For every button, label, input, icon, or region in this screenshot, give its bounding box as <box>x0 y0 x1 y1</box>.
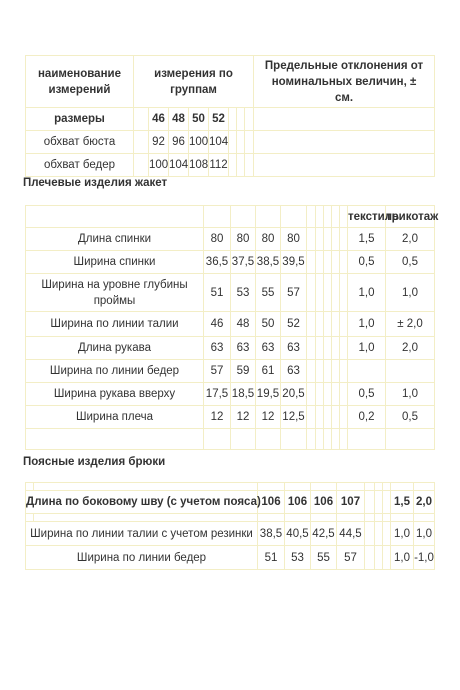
table-row <box>26 251 435 274</box>
header-measurement-name: наименование измерений <box>26 56 134 108</box>
value-cell: 96 <box>169 131 189 154</box>
value-cell: 39,5 <box>281 251 307 274</box>
value-cell: 55 <box>311 546 337 570</box>
value-cell: 19,5 <box>256 383 281 406</box>
value-cell: 106 <box>258 491 285 514</box>
textile-cell: 1,0 <box>391 522 414 546</box>
value-cell: 63 <box>281 360 307 383</box>
value-cell: 50 <box>256 312 281 337</box>
value-cell: 55 <box>256 274 281 312</box>
textile-cell: 1,0 <box>391 546 414 570</box>
value-cell: 53 <box>231 274 256 312</box>
value-cell: 12 <box>256 406 281 429</box>
table-row <box>26 108 435 131</box>
row-label: Ширина на уровне глубины проймы <box>26 274 204 312</box>
textile-cell: 0,5 <box>348 383 386 406</box>
value-cell: 12 <box>231 406 256 429</box>
knit-cell: 2,0 <box>386 337 435 360</box>
table-row <box>26 546 435 570</box>
value-cell: 80 <box>204 228 231 251</box>
value-cell: 92 <box>149 131 169 154</box>
value-cell: 59 <box>231 360 256 383</box>
row-label: размеры <box>26 108 134 131</box>
table-row <box>26 406 435 429</box>
knit-cell: 0,5 <box>386 406 435 429</box>
textile-cell: 0,2 <box>348 406 386 429</box>
value-cell: 37,5 <box>231 251 256 274</box>
value-cell: 38,5 <box>258 522 285 546</box>
table-row <box>26 131 435 154</box>
sizes-table <box>25 55 435 177</box>
knit-cell: 1,0 <box>414 522 435 546</box>
value-cell: 107 <box>337 491 365 514</box>
header-tolerance: Предельные отклонения от номинальных величин, ± см. <box>254 56 435 108</box>
value-cell: 20,5 <box>281 383 307 406</box>
value-cell: 57 <box>337 546 365 570</box>
value-cell: 51 <box>258 546 285 570</box>
value-cell: 61 <box>256 360 281 383</box>
row-label: Ширина по линии бедер <box>26 546 258 570</box>
value-cell: 80 <box>256 228 281 251</box>
value-cell: 108 <box>189 154 209 177</box>
jacket-section-title: Плечевые изделия жакет <box>23 177 168 189</box>
size-cell: 48 <box>169 108 189 131</box>
row-label: обхват бедер <box>26 154 134 177</box>
table-row <box>26 154 435 177</box>
size-cell: 52 <box>209 108 229 131</box>
row-label: Ширина спинки <box>26 251 204 274</box>
col-textile: текстиль <box>348 206 386 228</box>
knit-cell <box>386 360 435 383</box>
value-cell: 40,5 <box>285 522 311 546</box>
value-cell: 63 <box>256 337 281 360</box>
value-cell: 57 <box>281 274 307 312</box>
row-label: Длина по боковому шву (с учетом пояса) <box>26 491 258 514</box>
table-row <box>26 228 435 251</box>
trousers-section-title: Поясные изделия брюки <box>23 456 166 468</box>
knit-cell: 2,0 <box>414 491 435 514</box>
trousers-table <box>25 482 435 570</box>
value-cell: 38,5 <box>256 251 281 274</box>
jacket-table <box>25 205 439 450</box>
value-cell: 63 <box>281 337 307 360</box>
textile-cell: 1,0 <box>348 274 386 312</box>
value-cell: 63 <box>231 337 256 360</box>
value-cell: 80 <box>231 228 256 251</box>
value-cell: 112 <box>209 154 229 177</box>
value-cell: 12,5 <box>281 406 307 429</box>
value-cell: 18,5 <box>231 383 256 406</box>
value-cell: 44,5 <box>337 522 365 546</box>
value-cell: 80 <box>281 228 307 251</box>
row-label: Ширина по линии талии с учетом резинки <box>26 522 258 546</box>
value-cell: 53 <box>285 546 311 570</box>
value-cell: 51 <box>204 274 231 312</box>
value-cell: 46 <box>204 312 231 337</box>
textile-cell: 0,5 <box>348 251 386 274</box>
value-cell: 52 <box>281 312 307 337</box>
table-row <box>26 522 435 546</box>
header-measurements-by-group: измерения по группам <box>134 56 254 108</box>
row-label: Длина рукава <box>26 337 204 360</box>
knit-cell: -1,0 <box>414 546 435 570</box>
row-label: Ширина рукава вверху <box>26 383 204 406</box>
knit-cell: 0,5 <box>386 251 435 274</box>
value-cell: 104 <box>209 131 229 154</box>
row-label: Длина спинки <box>26 228 204 251</box>
col-knit: трикотаж <box>386 206 435 228</box>
value-cell: 104 <box>169 154 189 177</box>
table-row <box>26 312 435 337</box>
knit-cell: 2,0 <box>386 228 435 251</box>
row-label: обхват бюста <box>26 131 134 154</box>
value-cell: 100 <box>189 131 209 154</box>
value-cell: 12 <box>204 406 231 429</box>
value-cell: 106 <box>285 491 311 514</box>
value-cell: 57 <box>204 360 231 383</box>
value-cell: 100 <box>149 154 169 177</box>
knit-cell: ± 2,0 <box>386 312 435 337</box>
textile-cell: 1,5 <box>348 228 386 251</box>
value-cell: 42,5 <box>311 522 337 546</box>
table-row <box>26 337 435 360</box>
value-cell: 63 <box>204 337 231 360</box>
knit-cell: 1,0 <box>386 383 435 406</box>
textile-cell: 1,0 <box>348 312 386 337</box>
row-label: Ширина по линии бедер <box>26 360 204 383</box>
textile-cell: 1,0 <box>348 337 386 360</box>
value-cell: 17,5 <box>204 383 231 406</box>
table-row <box>26 491 435 514</box>
knit-cell: 1,0 <box>386 274 435 312</box>
size-cell: 46 <box>149 108 169 131</box>
textile-cell <box>348 360 386 383</box>
row-label: Ширина по линии талии <box>26 312 204 337</box>
size-cell: 50 <box>189 108 209 131</box>
textile-cell: 1,5 <box>391 491 414 514</box>
value-cell: 36,5 <box>204 251 231 274</box>
table-row <box>26 383 435 406</box>
table-row <box>26 360 435 383</box>
value-cell: 106 <box>311 491 337 514</box>
table-row <box>26 274 435 312</box>
value-cell: 48 <box>231 312 256 337</box>
row-label: Ширина плеча <box>26 406 204 429</box>
